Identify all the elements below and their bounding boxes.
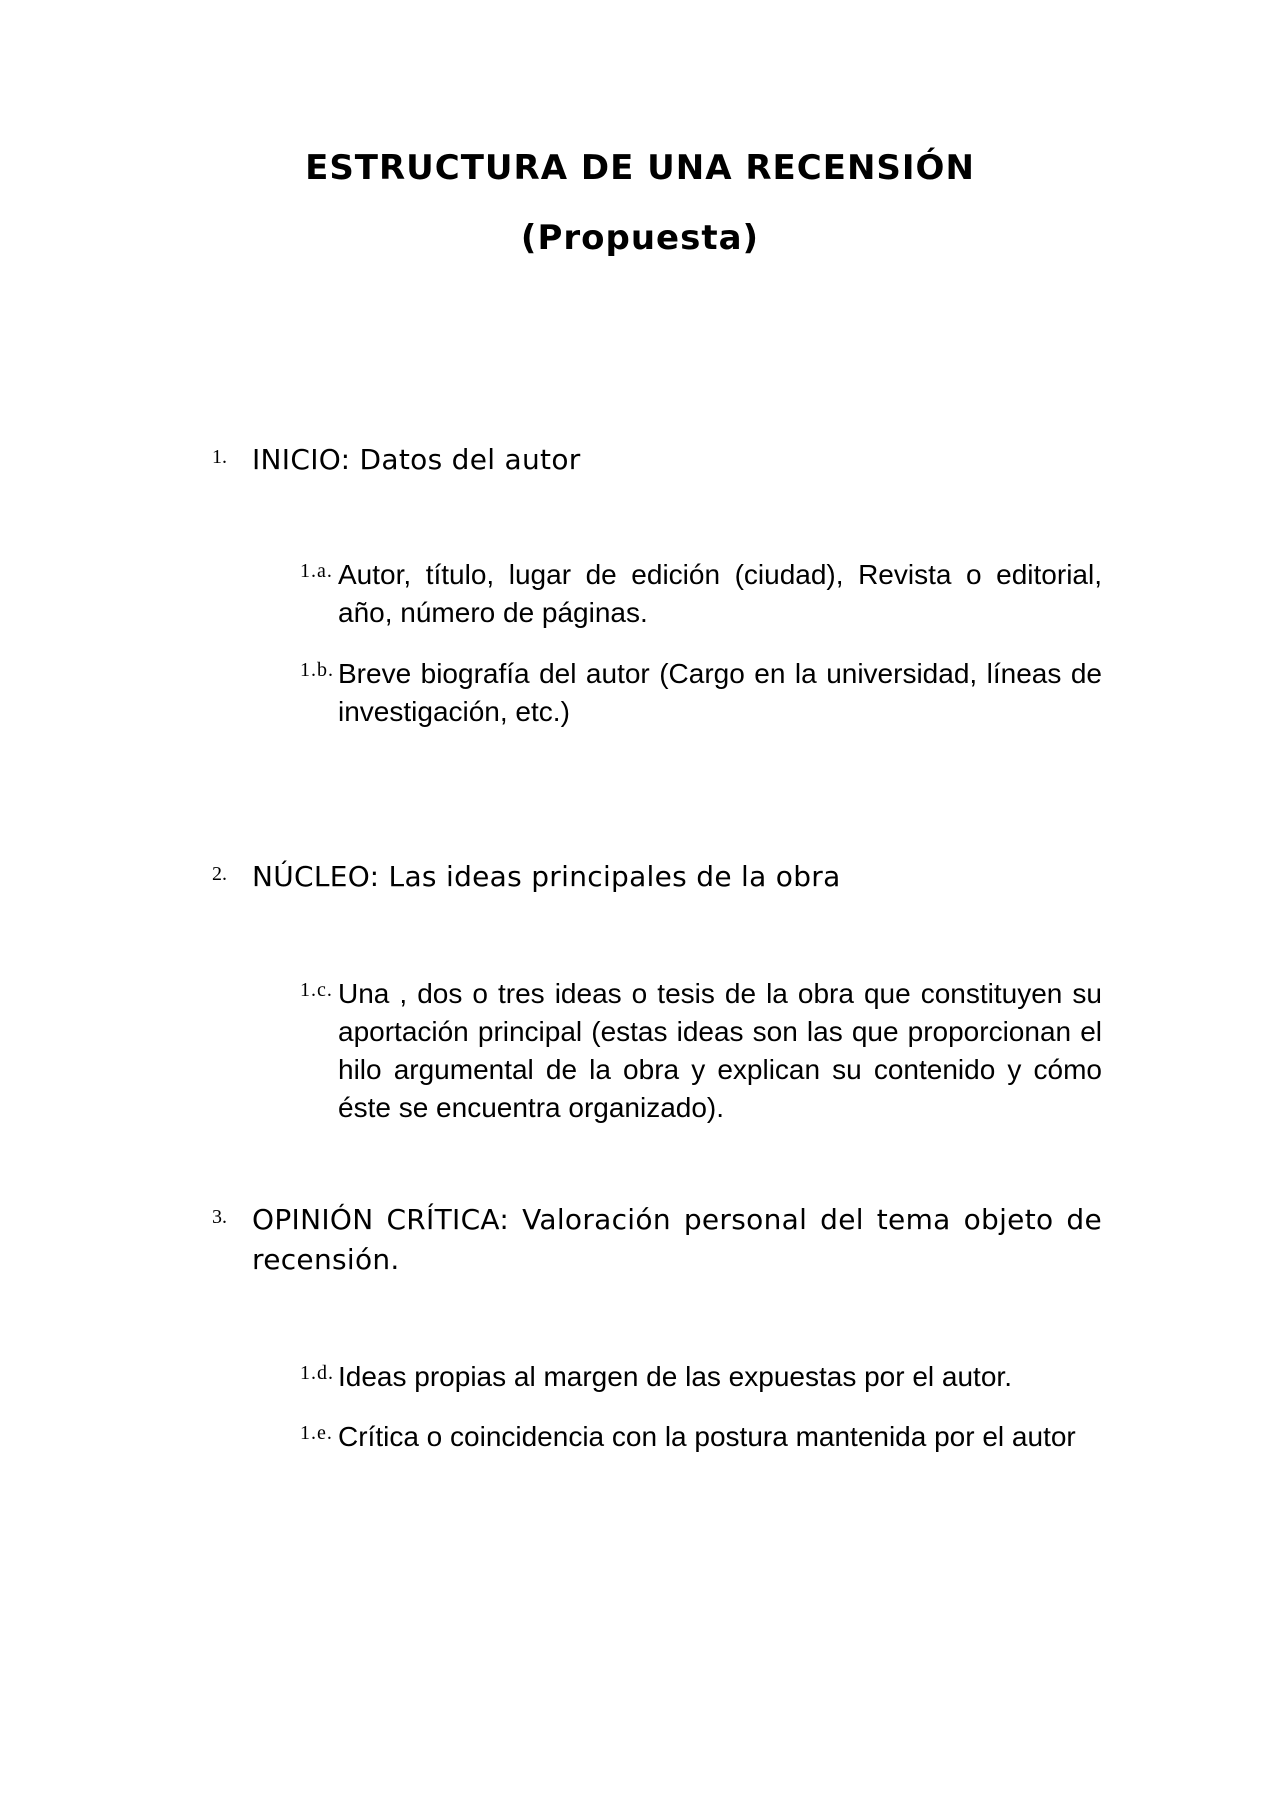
item-text: Autor, título, lugar de edición (ciudad), Revista o editorial, año, número de páginas. xyxy=(338,559,1102,628)
section-heading: NÚCLEO: Las ideas principales de la obra xyxy=(252,860,841,893)
section-opinion-critica xyxy=(212,1200,1102,1280)
list-item xyxy=(300,655,1102,731)
item-text: Crítica o coincidencia con la postura mantenida por el autor xyxy=(338,1421,1076,1452)
section-heading: INICIO: Datos del autor xyxy=(252,443,581,476)
item-number: 1.d. xyxy=(300,1362,334,1384)
section-nucleo xyxy=(212,857,1102,897)
list-item xyxy=(300,556,1102,632)
section-number: 1. xyxy=(212,446,227,468)
section-inicio xyxy=(212,440,1102,480)
section-number: 3. xyxy=(212,1206,227,1228)
section-number: 2. xyxy=(212,863,227,885)
item-number: 1.c. xyxy=(300,979,333,1001)
item-number: 1.b. xyxy=(300,659,334,681)
list-item xyxy=(300,1358,1102,1396)
item-text: Una , dos o tres ideas o tesis de la obra que constituyen su aportación principal (estas ideas son las que proporcionan el hilo argumental de la obra y explican su contenido y cómo éste se encuentra organizado). xyxy=(338,978,1102,1123)
item-number: 1.a. xyxy=(300,560,333,582)
item-text: Ideas propias al margen de las expuestas por el autor. xyxy=(338,1361,1012,1392)
section-heading: OPINIÓN CRÍTICA: Valoración personal del tema objeto de recensión. xyxy=(252,1203,1102,1276)
list-item xyxy=(300,1418,1102,1456)
item-number: 1.e. xyxy=(300,1422,333,1444)
document-subtitle: (Propuesta) xyxy=(520,218,760,258)
list-item xyxy=(300,975,1102,1127)
item-text: Breve biografía del autor (Cargo en la universidad, líneas de investigación, etc.) xyxy=(338,658,1102,727)
document-title: ESTRUCTURA DE UNA RECENSIÓN xyxy=(305,148,975,188)
